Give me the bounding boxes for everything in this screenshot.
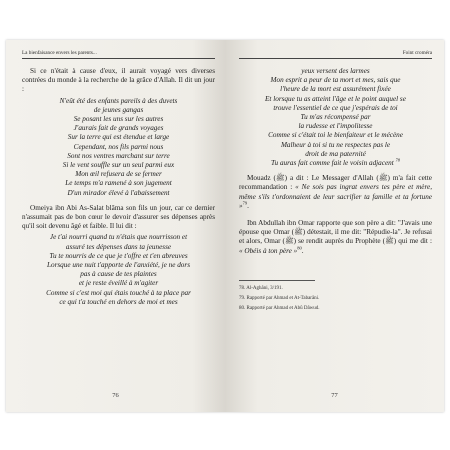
poem-line: Sont nos ventres marchant sur terre <box>67 151 170 160</box>
running-head-left: La bienfaisance envers les parents... <box>22 50 215 59</box>
poem-line: de jeunes gangas <box>93 105 144 114</box>
umar-paragraph: Ibn Abdullah ibn Omar rapporte que son père a dit: "J'avais une épouse que Omar (ﷺ) détestait, il me dit: "Répudie-la". Je refusai et alors, Omar (ﷺ) se rendit auprès du Prophète (ﷺ) qui me dit : « Obéis à ton père »$^{80}$. <box>239 219 433 255</box>
poem-line: N'eût été des enfants pareils à des duvets <box>59 96 178 105</box>
footnote-divider <box>239 280 315 281</box>
poem-line: Et lorsque tu as atteint l'âge et le point auquel se <box>265 94 406 103</box>
poem-line: Mon œil refusera de se fermer <box>75 170 162 179</box>
umar-quote: « Obéis à ton père » <box>239 246 298 255</box>
umar-body: "J'avais une épouse que Omar (ﷺ) détestait, il me dit: "Répudie-la". Je refusai et alors, Omar (ﷺ) se rendit auprès du Prophète (ﷺ) qui me dit : <box>239 219 433 246</box>
poem-line: Sur la terre qui est étendue et large <box>67 133 170 142</box>
footnote: 79. Rapporté par Ahmad et At-Tabarâni. <box>239 295 320 301</box>
poem-line: droit de ma paternité <box>305 149 366 158</box>
page-number-right: 77 <box>331 391 338 399</box>
poem-line: Comme si c'est moi qui étais touché à ta place par <box>46 288 191 297</box>
poem-line: Comme si c'était toi le bienfaiteur et le mécène <box>268 131 403 140</box>
poem-continued <box>239 67 432 168</box>
poem-line: yeux versent des larmes <box>301 67 370 75</box>
poem-line: Tu te nourris de ce que je t'offre et t'en abreuves <box>49 251 188 260</box>
poem-line: D'un mirador élevé à l'abaissement <box>67 188 170 197</box>
right-page <box>225 40 444 412</box>
open-book <box>6 40 444 412</box>
mouadz-quote: « Ne sois pas ingrat envers tes père et mère, même s'ils t'ordonnaient de leur sacrifier ta famille et ta fortune » <box>239 183 433 210</box>
poem-line: Se posant les uns sur les autres <box>73 115 164 124</box>
poem-line <box>239 159 432 168</box>
poem-line: Cependant, nos fils parmi nous <box>73 142 164 151</box>
poem-line: Mon esprit a peur de ta mort et mes, sais que <box>270 76 401 85</box>
poem-line: ce qui t'a touché en dehors de moi et mes <box>59 297 178 306</box>
poem-line: trouve l'essentiel de ce que j'espérais de toi <box>273 103 398 112</box>
poem-line: Tu m'as récompensé par <box>300 113 371 122</box>
poem-line: pas à cause de tes plaintes <box>80 270 157 279</box>
page-number-left: 76 <box>112 391 119 399</box>
poem-line: J'aurais fait de grands voyages <box>73 124 164 133</box>
poem-line: l'heure de la mort est assurément fixée <box>280 85 391 94</box>
poem-line: Malheur à toi si tu ne respectes pas le <box>280 140 391 149</box>
poem-line: la rudesse et l'impolitesse <box>298 122 373 131</box>
running-head-right: Foint croméra <box>239 50 432 59</box>
footnote: 80. Rapporté par Ahmad et Abû Dâwud. <box>239 305 320 311</box>
poem-line: Je t'ai nourri quand tu n'étais que nourrisson et <box>49 233 188 242</box>
mouadz-intro: Mouadz (ﷺ) a dit : Le Messager d'Allah (ﷺ) m'a fait cette recommandation : <box>239 174 432 192</box>
umar-intro: Ibn Abdullah ibn Omar rapporte que son père a dit: <box>247 219 396 228</box>
poem-second <box>22 233 215 307</box>
omeiya-paragraph: Omeiya ibn Abi As-Salat blâma son fils un jour, car ce dernier n'assumait pas de bon cœur le devoir d'assurer ses dépenses après qu'il soit devenu âgé et faible. Il lui dit : <box>22 203 215 231</box>
poem-line: assuré tes dépenses dans ta jeunesse <box>65 242 172 251</box>
footnote-ref: 79 <box>242 200 248 206</box>
footnote-ref: 80 <box>297 245 302 251</box>
poem-line: et je reste éveillé à m'agiter <box>78 279 159 288</box>
poem-line: Lorsque une nuit t'apporte de l'anxiété, je ne dors <box>46 261 190 270</box>
footnote-ref: 78 <box>395 157 401 163</box>
poem-line-text: Tu auras fait comme fait le voisin adjacent <box>270 159 394 168</box>
left-page <box>6 40 225 412</box>
mouadz-paragraph: Mouadz (ﷺ) a dit : Le Messager d'Allah (ﷺ) m'a fait cette recommandation : « Ne sois pas ingrat envers tes père et mère, même s'ils t'ordonnaient de leur sacrifier ta famille et ta fortune »$^{79}$. <box>239 174 433 210</box>
footnote: 78. Al-Aghâni, 3/191. <box>239 285 283 291</box>
poem-line: Si le vent souffle sur un seul parmi eux <box>62 161 175 170</box>
intro-paragraph: Si ce n'était à cause d'eux, il aurait voyagé vers diverses contrées du monde à la recherche de la grâce d'Allah. Il dit un jour : <box>22 67 215 94</box>
poem-first <box>22 97 215 198</box>
poem-line: Le temps m'a ramené à son jugement <box>65 179 172 188</box>
